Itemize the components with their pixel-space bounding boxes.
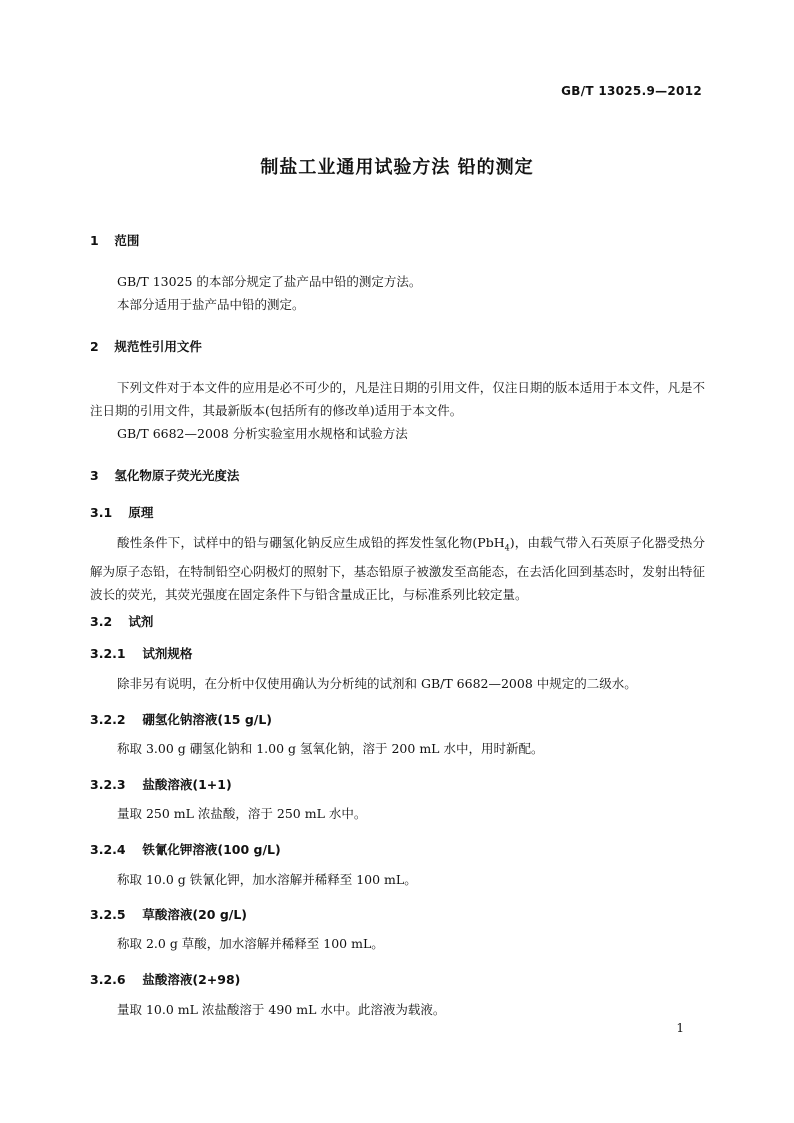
section-title: 盐酸溶液(2+98)	[142, 972, 241, 987]
section-title: 规范性引用文件	[114, 339, 202, 354]
section-title: 试剂规格	[142, 646, 193, 661]
section-number: 2	[90, 339, 99, 354]
section-number: 3.2.1	[90, 646, 126, 661]
section-number: 3.2.4	[90, 842, 126, 857]
section-number: 3.1	[90, 505, 113, 520]
section-number: 3.2	[90, 614, 113, 629]
paragraph: 称取 3.00 g 硼氢化钠和 1.00 g 氢氧化钠，溶于 200 mL 水中，用时新配。	[117, 741, 544, 756]
section-title: 铁氰化钾溶液(100 g/L)	[142, 842, 281, 857]
section-1-heading	[90, 231, 139, 249]
section-title: 试剂	[128, 614, 154, 629]
section-number: 3.2.6	[90, 972, 126, 987]
section-3-2-2-heading	[90, 710, 272, 728]
section-number: 3.2.2	[90, 712, 126, 727]
section-3-2-4-heading	[90, 840, 281, 858]
paragraph: 下列文件对于本文件的应用是必不可少的，凡是注日期的引用文件，仅注日期的版本适用于本文件，凡是不注日期的引用文件，其最新版本(包括所有的修改单)适用于本文件。	[90, 380, 705, 418]
page-number: 1	[676, 1021, 684, 1035]
paragraph: 量取 250 mL 浓盐酸，溶于 250 mL 水中。	[117, 806, 367, 821]
document-title: 制盐工业通用试验方法 铅的测定	[260, 157, 534, 178]
section-3-2-3-heading	[90, 775, 232, 793]
section-3-2-heading	[90, 612, 153, 630]
section-title: 硼氢化钠溶液(15 g/L)	[142, 712, 273, 727]
subscript: 4	[504, 543, 510, 553]
principle-text-b: )，由载气带入石英原子化器受热分解为原子态铅，在特制铅空心阴极灯的照射下，基态铅原子被激发至高能态，在去活化回到基态时，发射出特征波长的荧光，其荧光强度在固定条件下与铅含量成正比，与标准系列比较定量。	[90, 535, 705, 602]
section-title: 盐酸溶液(1+1)	[142, 777, 232, 792]
section-number: 1	[90, 233, 99, 248]
paragraph: 称取 2.0 g 草酸，加水溶解并稀释至 100 mL。	[117, 936, 384, 951]
paragraph: 量取 10.0 mL 浓盐酸溶于 490 mL 水中。此溶液为载液。	[117, 1002, 446, 1017]
section-number: 3.2.5	[90, 907, 126, 922]
section-title: 氢化物原子荧光光度法	[114, 468, 240, 483]
section-3-2-1-heading	[90, 644, 192, 662]
section-3-heading	[90, 466, 239, 484]
paragraph: 称取 10.0 g 铁氰化钾，加水溶解并稀释至 100 mL。	[117, 872, 417, 887]
section-3-2-6-heading	[90, 970, 240, 988]
section-title: 草酸溶液(20 g/L)	[142, 907, 248, 922]
section-title: 原理	[128, 505, 154, 520]
standard-code: GB/T 13025.9—2012	[561, 84, 702, 98]
paragraph: 本部分适用于盐产品中铅的测定。	[117, 297, 305, 312]
normative-reference: GB/T 6682—2008 分析实验室用水规格和试验方法	[117, 426, 408, 441]
section-3-1-heading	[90, 503, 153, 521]
section-title: 范围	[114, 233, 140, 248]
paragraph: GB/T 13025 的本部分规定了盐产品中铅的测定方法。	[117, 274, 422, 289]
section-3-2-5-heading	[90, 905, 247, 923]
section-2-heading	[90, 337, 202, 355]
section-number: 3.2.3	[90, 777, 126, 792]
paragraph: 除非另有说明，在分析中仅使用确认为分析纯的试剂和 GB/T 6682—2008 中规定的二级水。	[117, 676, 637, 691]
section-number: 3	[90, 468, 99, 483]
principle-text-a: 酸性条件下，试样中的铅与硼氢化钠反应生成铅的挥发性氢化物(PbH	[117, 535, 505, 550]
paragraph	[90, 531, 705, 606]
